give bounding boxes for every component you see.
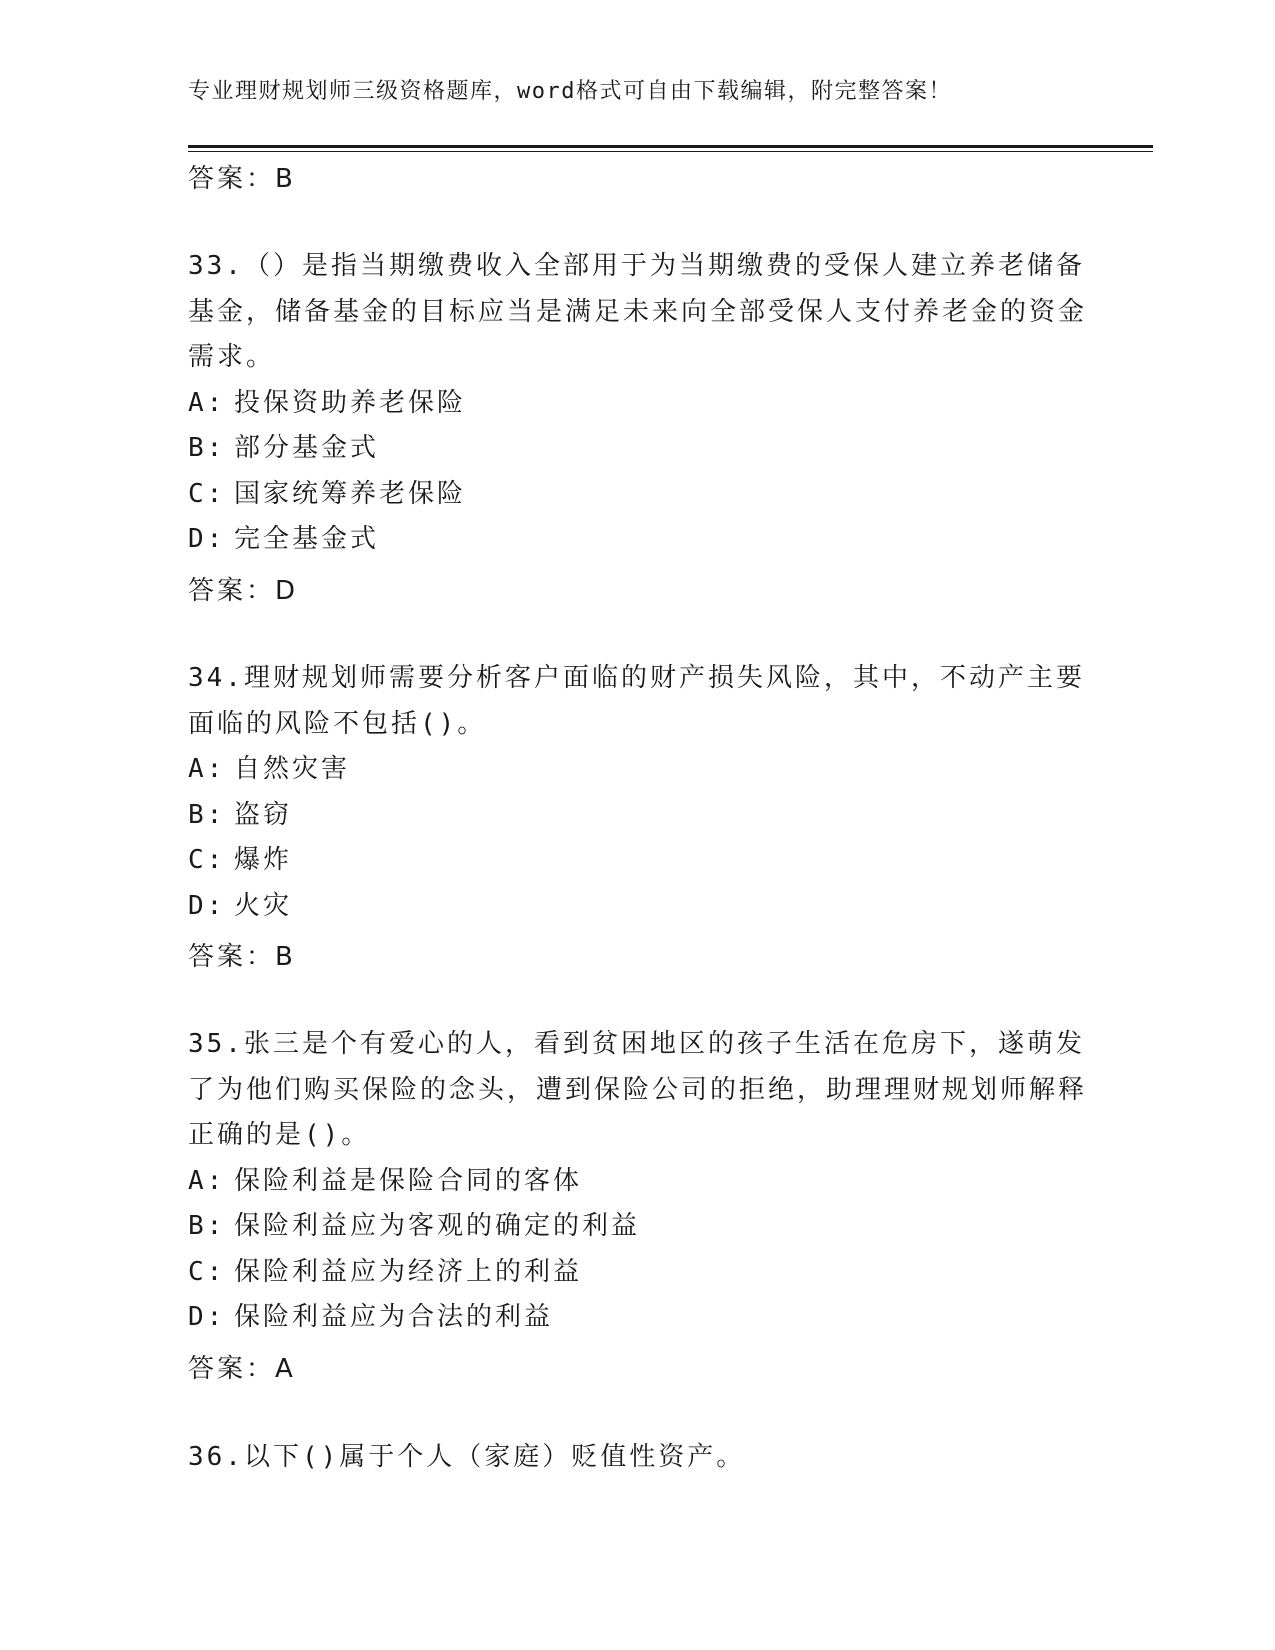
option-b: B: 保险利益应为客观的确定的利益 [188, 1211, 641, 1241]
answer-line [188, 936, 295, 973]
question-stem: 35.张三是个有爱心的人，看到贫困地区的孩子生活在危房下，遂萌发了为他们购买保险的念头，遭到保险公司的拒绝，助理理财规划师解释正确的是()。 [188, 1029, 1088, 1150]
header-rule-thick [188, 145, 1153, 148]
option-b: B: 盗窃 [188, 799, 293, 830]
answer-label: 答案： [188, 576, 276, 606]
option-d: D: 完全基金式 [188, 524, 380, 554]
page-header: 专业理财规划师三级资格题库，word格式可自由下载编辑，附完整答案！ [188, 79, 952, 104]
option-c: C: 爆炸 [188, 845, 293, 875]
answer-label: 答案： [188, 1354, 276, 1384]
answer-label: 答案： [188, 942, 276, 972]
option-a: A: 保险利益是保险合同的客体 [188, 1165, 583, 1196]
question-stem: 33.（）是指当期缴费收入全部用于为当期缴费的受保人建立养老储备基金，储备基金的目标应当是满足未来向全部受保人支付养老金的资金需求。 [188, 251, 1088, 372]
option-b: B: 部分基金式 [188, 433, 380, 463]
question-35 [188, 1022, 1088, 1341]
answer-value: B [275, 164, 295, 194]
answer-value: A [275, 1354, 295, 1384]
question-36 [188, 1435, 1088, 1481]
question-stem: 36.以下()属于个人（家庭）贬值性资产。 [188, 1442, 746, 1472]
option-d: D: 保险利益应为合法的利益 [188, 1302, 554, 1332]
header-rule-thin [188, 151, 1153, 152]
option-c: C: 保险利益应为经济上的利益 [188, 1256, 583, 1287]
option-a: A: 自然灾害 [188, 754, 351, 784]
answer-value: B [275, 942, 295, 972]
answer-line [188, 158, 295, 195]
answer-label: 答案： [188, 164, 276, 194]
question-stem: 34.理财规划师需要分析客户面临的财产损失风险，其中，不动产主要面临的风险不包括()。 [188, 663, 1085, 739]
option-a: A: 投保资助养老保险 [188, 387, 467, 418]
option-d: D: 火灾 [188, 890, 293, 921]
answer-value: D [275, 576, 298, 606]
answer-line [188, 1348, 295, 1385]
question-34 [188, 656, 1088, 929]
option-c: C: 国家统筹养老保险 [188, 478, 467, 509]
question-33 [188, 244, 1088, 563]
answer-line [188, 570, 297, 607]
